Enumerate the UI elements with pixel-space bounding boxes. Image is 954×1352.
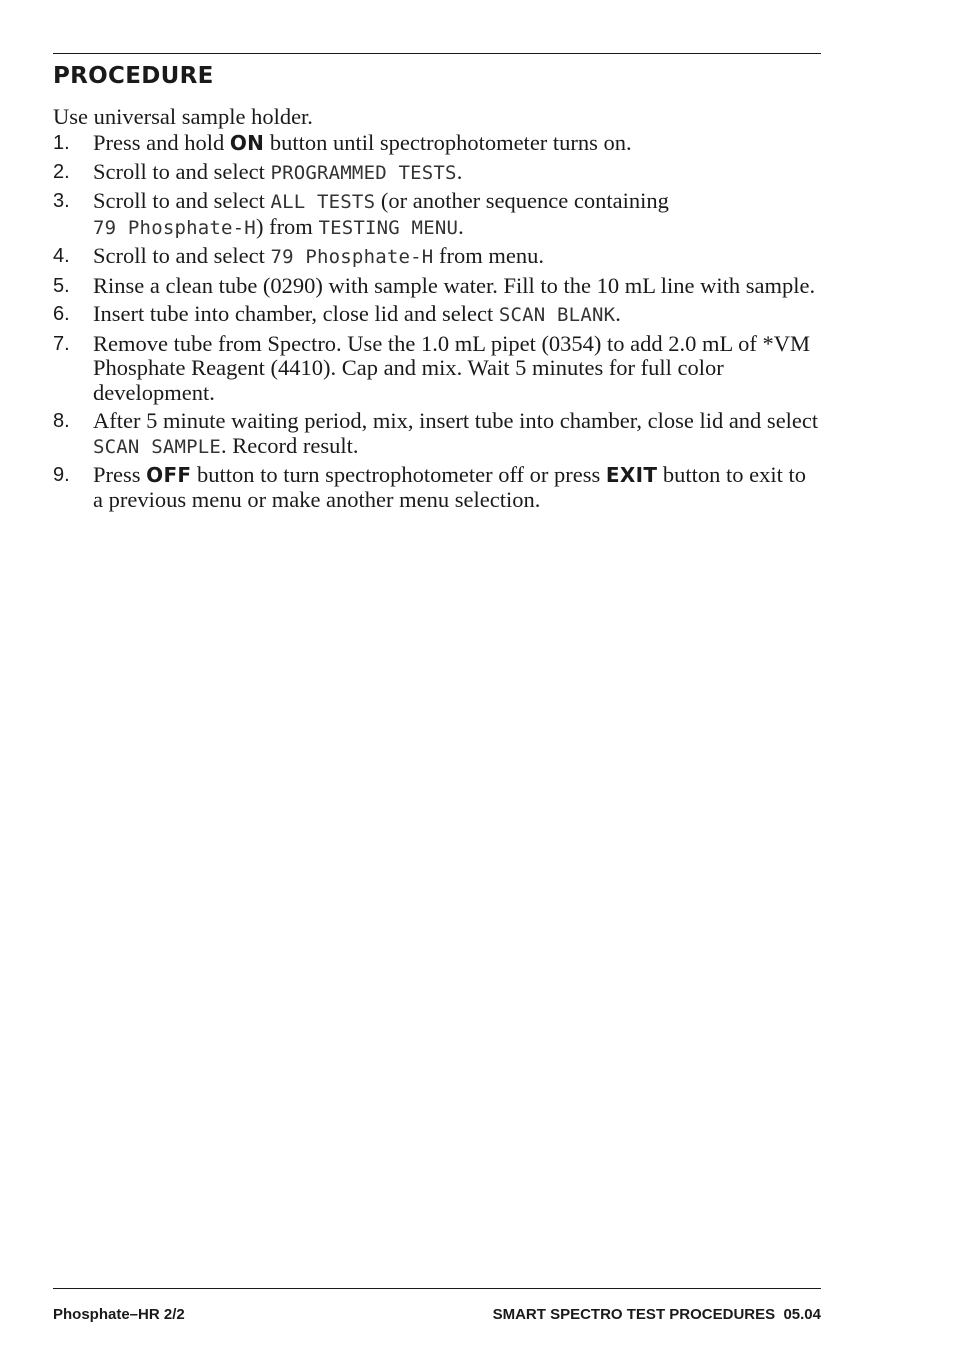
step-text: Scroll to and select: [93, 243, 271, 268]
step-4: [53, 244, 821, 270]
footer-document-title: SMART SPECTRO TEST PROCEDURES 05.04: [492, 1306, 821, 1323]
on-key-label: ON: [229, 131, 265, 155]
step-5: [53, 274, 821, 299]
step-text: Scroll to and select: [93, 188, 271, 213]
step-text: Press: [93, 462, 147, 487]
step-text: Insert tube into chamber, close lid and select: [93, 301, 499, 326]
step-7: [53, 332, 821, 406]
step-text: Scroll to and select: [93, 158, 271, 184]
step-text: . Record result.: [221, 432, 359, 458]
step-text: (or another sequence containing: [375, 188, 669, 213]
step-text: button until spectrophotometer turns on.: [264, 130, 632, 155]
step-number: 5.: [53, 274, 70, 297]
step-text: button to exit to a previous menu or make another menu selection.: [93, 462, 807, 512]
step-6: [53, 302, 821, 328]
menu-item-testing-menu: TESTING MENU: [318, 216, 459, 239]
step-1: [53, 131, 821, 156]
footer-page-label: Phosphate–HR 2/2: [53, 1306, 185, 1323]
bottom-rule: [53, 1288, 821, 1289]
step-number: 8.: [53, 410, 70, 432]
step-text: .: [458, 213, 464, 239]
step-number: 3.: [53, 190, 70, 212]
section-heading: PROCEDURE: [53, 63, 214, 89]
menu-item-programmed-tests: PROGRAMMED TESTS: [270, 161, 457, 184]
menu-item-test-name: 79 Phosphate-H: [93, 216, 256, 239]
step-text: Remove tube from Spectro. Use the 1.0 mL pipet (0354) to add 2.0 mL of *VM Phosphate Reagent (4410). Cap and mix. Wait 5 minutes for full color development.: [93, 330, 810, 405]
step-number: 4.: [53, 245, 70, 267]
menu-item-scan-blank: SCAN BLANK: [498, 304, 616, 326]
step-text: After 5 minute waiting period, mix, insert tube into chamber, close lid and select: [93, 408, 819, 433]
step-text: ) from: [255, 213, 319, 239]
menu-item-scan-sample: SCAN SAMPLE: [93, 435, 222, 458]
exit-key-label: EXIT: [605, 463, 658, 487]
step-text: .: [615, 301, 621, 326]
step-number: 9.: [53, 464, 70, 486]
step-text: button to turn spectrophotometer off or press: [191, 462, 606, 487]
step-text: Rinse a clean tube (0290) with sample water. Fill to the 10 mL line with sample.: [93, 272, 816, 298]
document-page: [53, 0, 821, 1352]
step-9: [53, 463, 821, 512]
menu-item-all-tests: ALL TESTS: [270, 191, 376, 213]
step-text: from menu.: [433, 243, 545, 268]
step-3: [53, 189, 821, 240]
step-2: [53, 160, 821, 186]
step-number: 7.: [53, 332, 70, 355]
intro-text: Use universal sample holder.: [53, 104, 313, 129]
step-8: [53, 409, 821, 459]
step-number: 1.: [53, 132, 70, 154]
procedure-steps: [53, 131, 821, 516]
menu-item-test-name: 79 Phosphate-H: [270, 246, 434, 268]
off-key-label: OFF: [146, 463, 192, 487]
top-rule: [53, 53, 821, 54]
step-text: Press and hold: [93, 130, 230, 155]
step-text: .: [456, 158, 463, 184]
step-number: 2.: [53, 160, 70, 183]
step-number: 6.: [53, 303, 70, 325]
